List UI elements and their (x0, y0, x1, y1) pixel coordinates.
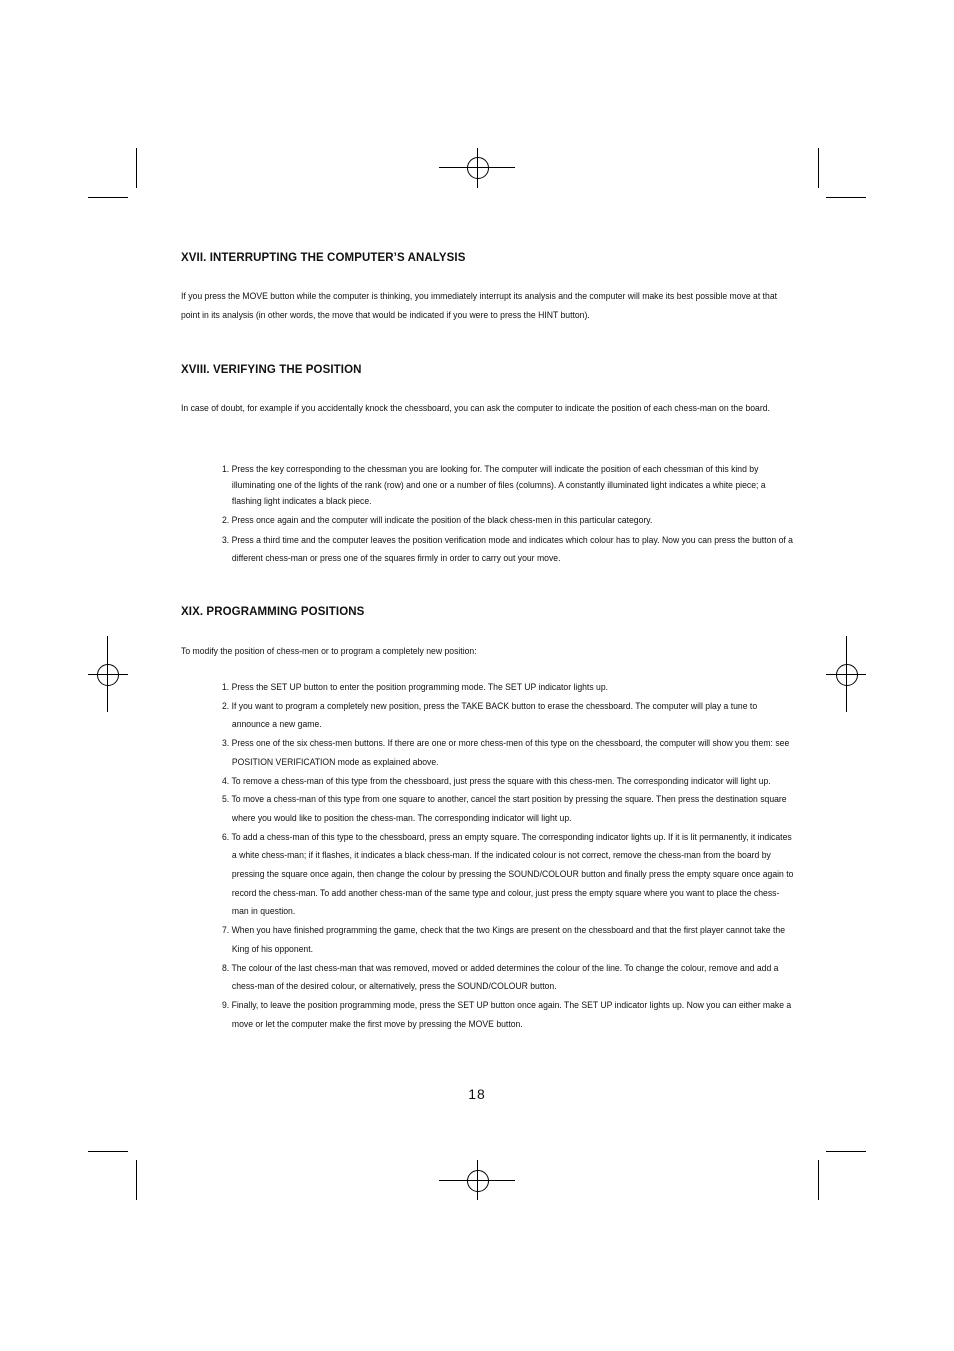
crop-mark (818, 148, 819, 188)
section-paragraph: In case of doubt, for example if you accidentally knock the chessboard, you can ask the computer to indicate the position of each chess-man on the board. (181, 403, 770, 414)
section-paragraph: To modify the position of chess-men or to program a completely new position: (181, 646, 477, 657)
registration-circle (467, 157, 489, 179)
list-item: 8. The colour of the last chess-man that was removed, moved or added determines the colour of the line. To change the colour, remove and add a chess-man of the desired colour, or alternatively, press the SOUND/COLOUR button. (222, 962, 779, 993)
list-item: 1. Press the key corresponding to the chessman you are looking for. The computer will indicate the position of each chessman of this kind by illuminating one of the lights of the rank (row) and one or a number of files (columns). A constantly illuminated light indicates a white piece; a flashing light indicates a black piece. (222, 464, 766, 507)
list-item: 6. To add a chess-man of this type to the chessboard, press an empty square. The corresponding indicator lights up. If it is lit permanently, it indicates a white chess-man; if it flashes, it indicates a black chess-man. If the indicated colour is not correct, remove the chess-man from the board by pressing the square once again, then change the colour by pressing the SOUND/COLOUR button and finally press the empty square once again to record the chess-man. To add another chess-man of the same type and colour, just press the empty square where you want to place the chess-man in question. (222, 831, 794, 918)
page-number: 18 (468, 1086, 486, 1102)
list-item: 5. To move a chess-man of this type from one square to another, cancel the start position by pressing the square. Then press the destination square where you would like to position the chess-man. The corresponding indicator will light up. (222, 794, 787, 824)
registration-circle (467, 1170, 489, 1192)
section-heading: XVIII. VERIFYING THE POSITION (181, 364, 362, 376)
list-item: 9. Finally, to leave the position programming mode, press the SET UP button once again. The SET UP indicator lights up. Now you can either make a move or let the computer make the first move by pressing the MOVE button. (222, 999, 792, 1030)
crop-mark (818, 1160, 819, 1200)
section-paragraph-wrap (181, 399, 781, 418)
crop-mark (826, 1151, 866, 1152)
crop-mark (88, 1151, 128, 1152)
list-item: 1. Press the SET UP button to enter the position programming mode. The SET UP indicator lights up. (222, 682, 609, 693)
section-heading: XIX. PROGRAMMING POSITIONS (181, 606, 365, 618)
section-paragraph: If you press the MOVE button while the computer is thinking, you immediately interrupt its analysis and the computer will make its best possible move at that point in its analysis (in other words, the move that would be indicated if you were to press the HINT button). (181, 291, 778, 321)
list-item: 2. Press once again and the computer will indicate the position of the black chess-men in this particular category. (222, 515, 653, 526)
section-paragraph-wrap (181, 287, 781, 325)
numbered-list (222, 462, 842, 568)
list-item: 2. If you want to program a completely new position, press the TAKE BACK button to erase the chessboard. The computer will play a tune to announce a new game. (222, 700, 758, 731)
numbered-list (222, 679, 842, 1034)
crop-mark (88, 197, 128, 198)
section-heading: XVII. INTERRUPTING THE COMPUTER’S ANALYSIS (181, 252, 466, 264)
list-item: 3. Press one of the six chess-men buttons. If there are one or more chess-men of this type on the chessboard, the computer will show you them: see POSITION VERIFICATION mode as explained above. (222, 738, 790, 768)
section-paragraph-wrap (181, 642, 781, 661)
crop-mark (826, 197, 866, 198)
crop-mark (136, 1160, 137, 1200)
list-item: 4. To remove a chess-man of this type from the chessboard, just press the square with this chess-men. The corresponding indicator will light up. (222, 775, 771, 787)
registration-circle (97, 664, 119, 686)
list-item: 3. Press a third time and the computer leaves the position verification mode and indicates which colour has to play. Now you can press the button of a different chess-man or press one of the squares firmly in order to carry out your move. (222, 535, 793, 564)
crop-mark (136, 148, 137, 188)
list-item: 7. When you have finished programming the game, check that the two Kings are present on the chessboard and that the first player cannot take the King of his opponent. (222, 925, 786, 955)
